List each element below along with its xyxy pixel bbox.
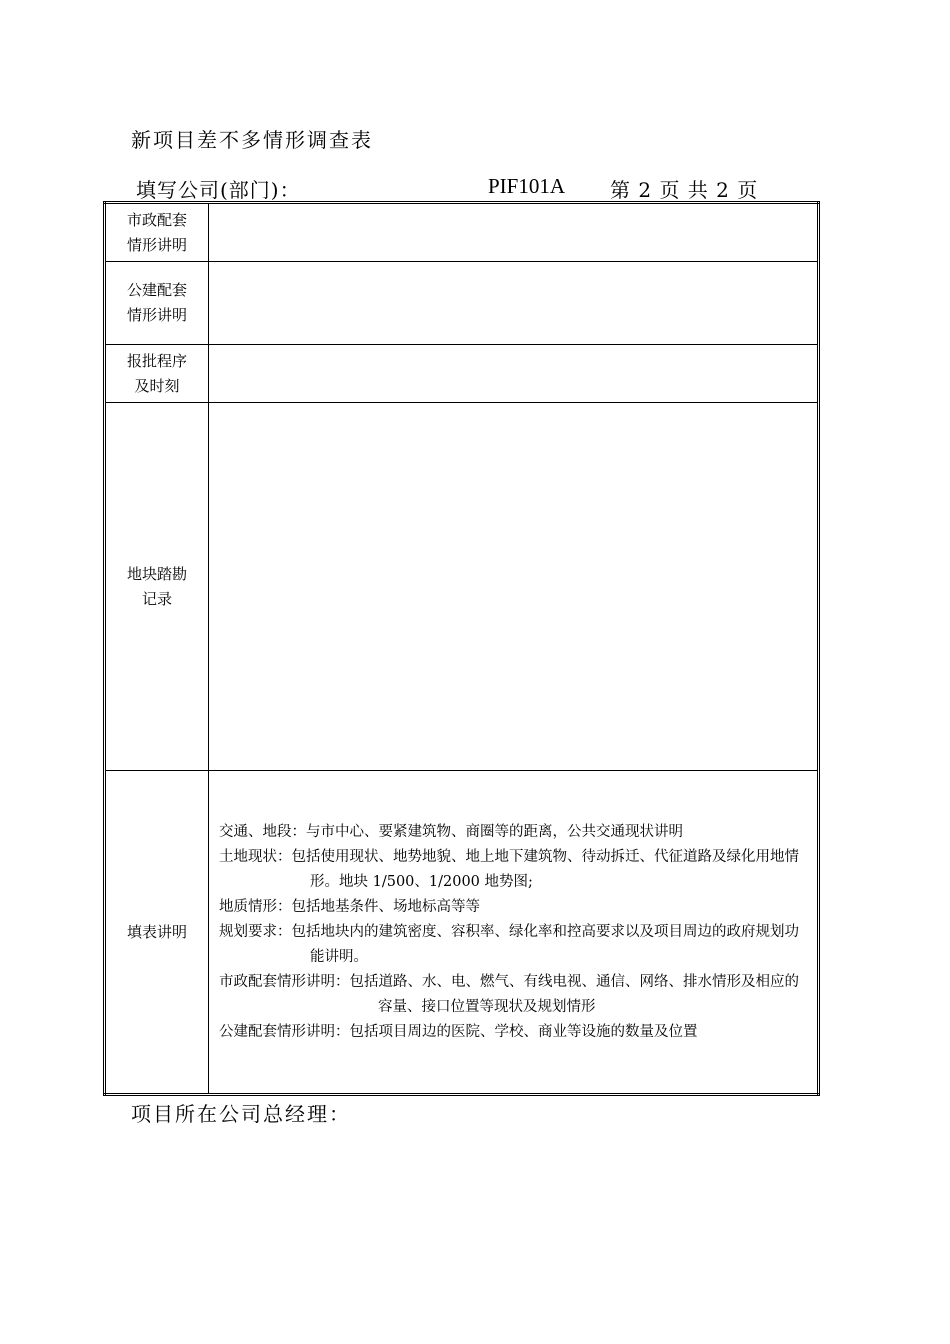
instruction-item: 土地现状：包括使用现状、地势地貌、地上地下建筑物、待动拆迁、代征道路及绿化用地情形。地块 1/500、1/2000 地势图; [219,848,799,890]
survey-table [103,201,820,1096]
table-row [105,771,819,1095]
instruction-item: 规划要求：包括地块内的建筑密度、容积率、绿化率和控高要求以及项目周边的政府规划功能讲明。 [219,923,799,965]
instructions-cell [209,771,819,1095]
municipal-facilities-field[interactable] [209,203,819,262]
row-label: 填表讲明 [105,771,209,1095]
instructions-list [209,820,817,1045]
row-label: 公建配套情形讲明 [105,262,209,345]
public-facilities-field[interactable] [209,262,819,345]
row-label: 报批程序及时刻 [105,345,209,403]
form-header [136,174,836,202]
instruction-item: 市政配套情形讲明：包括道路、水、电、燃气、有线电视、通信、网络、排水情形及相应的容量、接口位置等现状及规划情形 [219,973,799,1015]
general-manager-signoff: 项目所在公司总经理： [131,1102,351,1126]
row-label: 市政配套情形讲明 [105,203,209,262]
instruction-item: 交通、地段：与市中心、要紧建筑物、商圈等的距离，公共交通现状讲明 [219,823,683,840]
table-row [105,203,819,262]
table-row [105,403,819,771]
table-row [105,345,819,403]
form-code: PIF101A [488,174,566,198]
approval-procedure-field[interactable] [209,345,819,403]
row-label: 地块踏勘记录 [105,403,209,771]
instruction-item: 公建配套情形讲明：包括项目周边的医院、学校、商业等设施的数量及位置 [219,1023,698,1040]
site-survey-field[interactable] [209,403,819,771]
document-title: 新项目差不多情形调查表 [131,128,373,152]
company-label: 填写公司(部门)： [136,178,301,202]
page-info: 第 2 页 共 2 页 [610,178,759,202]
instruction-item: 地质情形：包括地基条件、场地标高等等 [219,898,480,915]
table-row [105,262,819,345]
